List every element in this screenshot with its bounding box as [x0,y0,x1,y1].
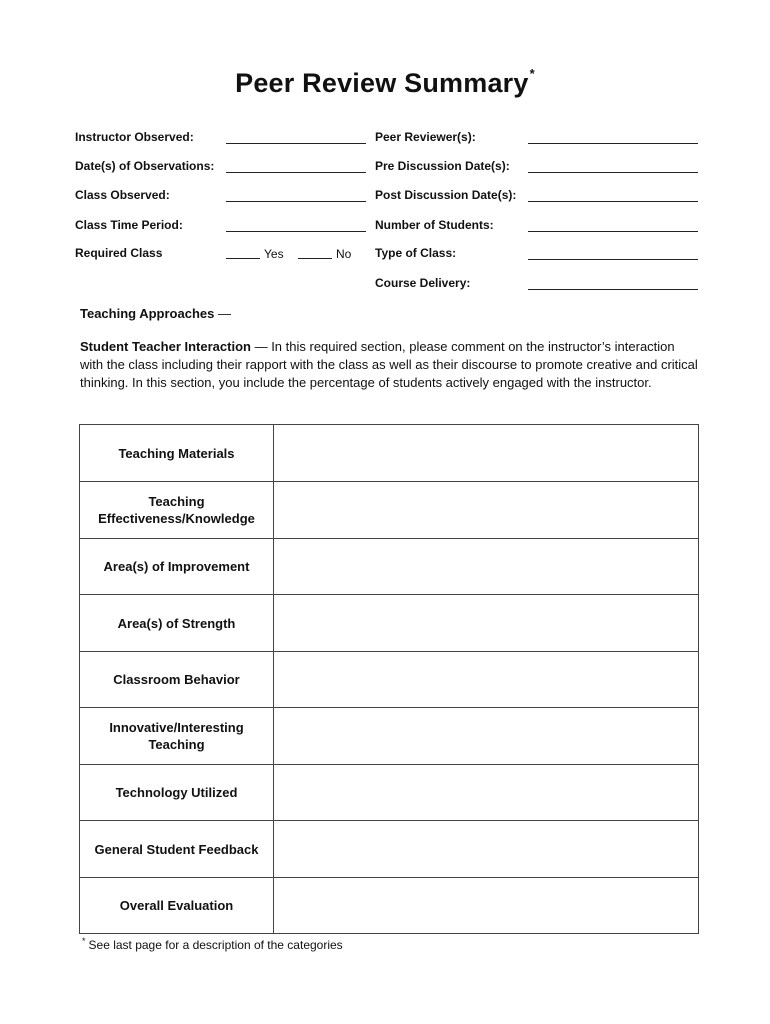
category-cell: Classroom Behavior [80,652,274,708]
pre-discussion-dates-label: Pre Discussion Date(s): [375,159,510,173]
required-no-label: No [336,247,352,261]
evaluation-table [79,424,699,934]
response-cell[interactable] [274,708,699,765]
observation-dates-label: Date(s) of Observations: [75,159,215,173]
title-footnote-mark: * [529,66,535,81]
table-row [80,765,699,821]
number-of-students-label: Number of Students: [375,218,494,232]
class-time-period-label: Class Time Period: [75,218,183,232]
footnote-text: See last page for a description of the categories [88,938,343,952]
class-observed-field[interactable] [226,201,366,202]
section-title: Teaching Approaches [80,306,215,321]
course-delivery-field[interactable] [528,289,698,290]
class-time-period-field[interactable] [226,231,366,232]
peer-reviewers-label: Peer Reviewer(s): [375,130,476,144]
category-cell: Area(s) of Strength [80,595,274,652]
response-cell[interactable] [274,539,699,595]
footnote [82,936,343,952]
post-discussion-dates-label: Post Discussion Date(s): [375,188,517,202]
required-no-blank[interactable] [298,258,332,259]
required-yes-label: Yes [264,247,284,261]
table-row [80,482,699,539]
category-cell: Technology Utilized [80,765,274,821]
response-cell[interactable] [274,821,699,878]
post-discussion-dates-field[interactable] [528,201,698,202]
course-delivery-label: Course Delivery: [375,276,471,290]
table-row [80,821,699,878]
category-cell: Teaching Materials [80,425,274,482]
number-of-students-field[interactable] [528,231,698,232]
section-lead: Student Teacher Interaction [80,339,251,354]
type-of-class-field[interactable] [528,259,698,260]
required-class-label: Required Class [75,246,163,260]
required-yes-blank[interactable] [226,258,260,259]
section-dash: — [218,306,231,321]
title-text: Peer Review Summary [235,68,529,98]
category-cell: Overall Evaluation [80,878,274,934]
section-description [80,338,700,392]
category-cell: Teaching Effectiveness/Knowledge [80,482,274,539]
observation-dates-field[interactable] [226,172,366,173]
category-cell: Area(s) of Improvement [80,539,274,595]
peer-reviewers-field[interactable] [528,143,698,144]
required-no-option[interactable] [298,247,351,261]
footnote-mark: * [82,936,86,946]
table-row [80,539,699,595]
required-yes-option[interactable] [226,247,284,261]
response-cell[interactable] [274,652,699,708]
table-row [80,708,699,765]
instructor-observed-label: Instructor Observed: [75,130,194,144]
page-title [0,66,770,99]
response-cell[interactable] [274,482,699,539]
category-cell: General Student Feedback [80,821,274,878]
response-cell[interactable] [274,595,699,652]
table-row [80,425,699,482]
response-cell[interactable] [274,765,699,821]
table-row [80,652,699,708]
type-of-class-label: Type of Class: [375,246,457,260]
section-heading [80,306,231,321]
response-cell[interactable] [274,878,699,934]
table-row [80,595,699,652]
instructor-observed-field[interactable] [226,143,366,144]
category-cell: Innovative/Interesting Teaching [80,708,274,765]
table-row [80,878,699,934]
pre-discussion-dates-field[interactable] [528,172,698,173]
class-observed-label: Class Observed: [75,188,170,202]
section-text: — In this required section, please comment on the instructor’s interaction with the class including their rapport with the class as well as their discourse to promote creative and critical thinking. In this section, you include the percentage of students actively engaged with the instructor. [80,339,698,390]
response-cell[interactable] [274,425,699,482]
